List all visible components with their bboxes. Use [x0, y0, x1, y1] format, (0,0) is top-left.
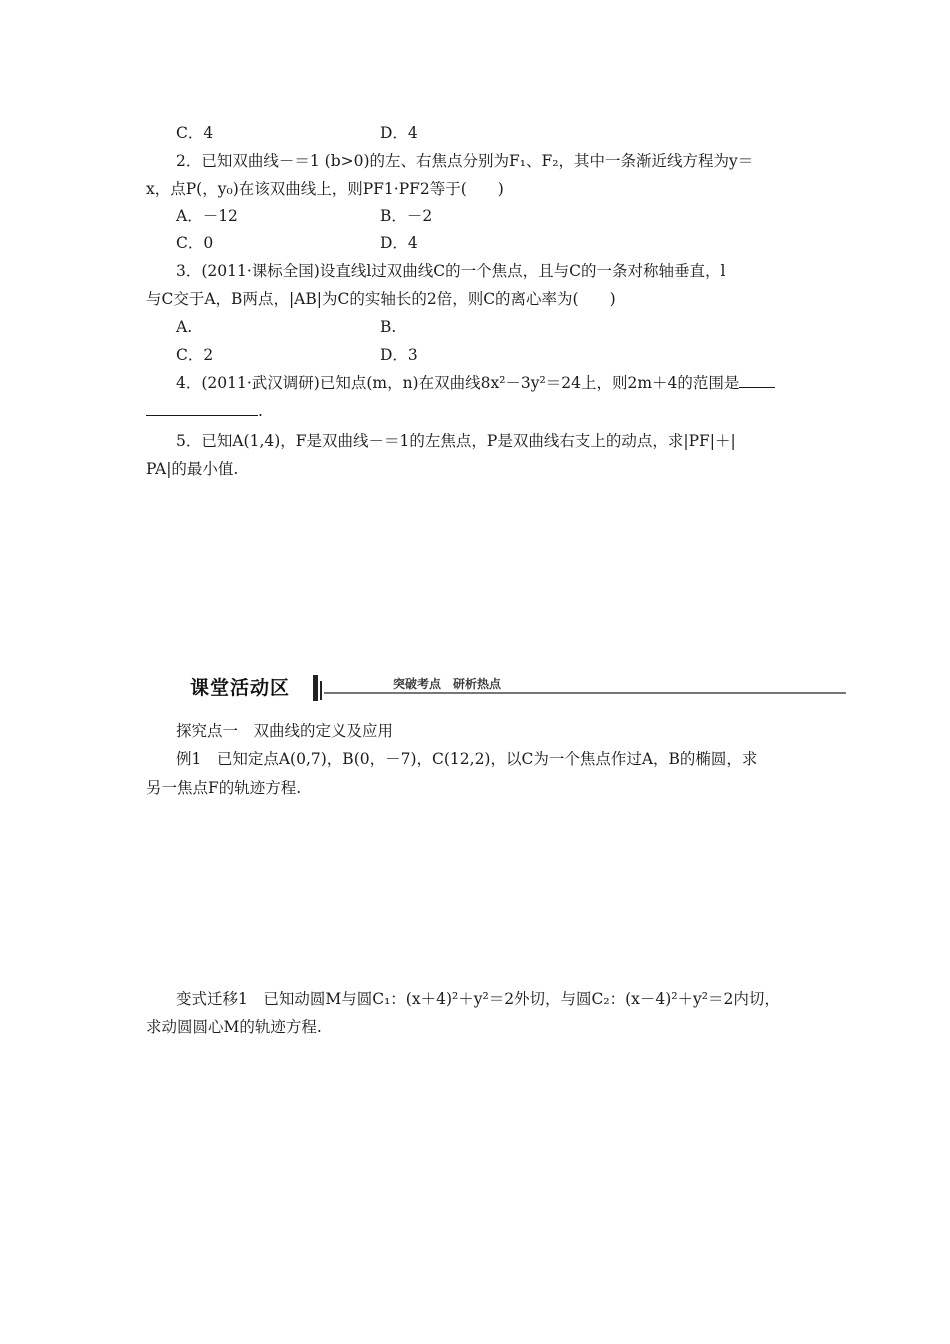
explore1-heading: 探究点一 双曲线的定义及应用 [176, 722, 394, 740]
banner-bar [313, 675, 318, 701]
banner-bar-thin [320, 681, 322, 700]
q3-option-d: D．3 [380, 346, 418, 364]
example1-line1: 例1 已知定点A(0,7)，B(0，－7)，C(12,2)，以C为一个焦点作过A，B的椭圆，求 [176, 750, 758, 768]
variant1-line1: 变式迁移1 已知动圆M与圆C₁：(x＋4)²＋y²＝2外切，与圆C₂：(x－4)²＋y²＝2内切， [176, 990, 780, 1008]
banner-rule [324, 692, 846, 694]
q5-stem-line1: 5．已知A(1,4)，F是双曲线－＝1的左焦点，P是双曲线右支上的动点，求|PF|＋| [176, 432, 736, 450]
section-title: 课堂活动区 [190, 677, 291, 699]
example1-line2: 另一焦点F的轨迹方程. [146, 779, 302, 797]
q4-stem-line2 [146, 401, 263, 421]
q3-option-b: B. [380, 318, 397, 336]
q1-option-d: D．4 [380, 124, 418, 142]
q4-period: . [258, 402, 263, 420]
q4-stem-line1 [176, 373, 775, 393]
q3-stem-line2: 与C交于A，B两点，|AB|为C的实轴长的2倍，则C的离心率为( ) [146, 290, 616, 308]
q2-option-a: A．－12 [176, 207, 238, 225]
q2-stem-line2: x，点P(，y₀)在该双曲线上，则PF1·PF2等于( ) [146, 180, 504, 198]
q3-option-c: C．2 [176, 346, 214, 364]
section-subtitle: 突破考点 研析热点 [393, 677, 502, 691]
q4-stem-text: 4．(2011·武汉调研)已知点(m，n)在双曲线8x²－3y²＝24上，则2m＋4的范围是 [176, 374, 740, 392]
q2-option-b: B．－2 [380, 207, 433, 225]
q5-stem-line2: PA|的最小值. [146, 460, 239, 478]
q4-answer-blank [146, 401, 258, 416]
q3-stem-line1: 3．(2011·课标全国)设直线l过双曲线C的一个焦点，且与C的一条对称轴垂直，l [176, 262, 726, 280]
variant1-line2: 求动圆圆心M的轨迹方程. [146, 1018, 322, 1036]
q2-option-c: C．0 [176, 234, 214, 252]
q2-option-d: D．4 [380, 234, 418, 252]
q4-answer-blank-start [739, 373, 775, 388]
q2-stem-line1: 2．已知双曲线－＝1 (b>0)的左、右焦点分别为F₁、F₂，其中一条渐近线方程为y＝ [176, 152, 754, 170]
q1-option-c: C．4 [176, 124, 214, 142]
section-banner [186, 672, 846, 706]
q3-option-a: A. [176, 318, 193, 336]
